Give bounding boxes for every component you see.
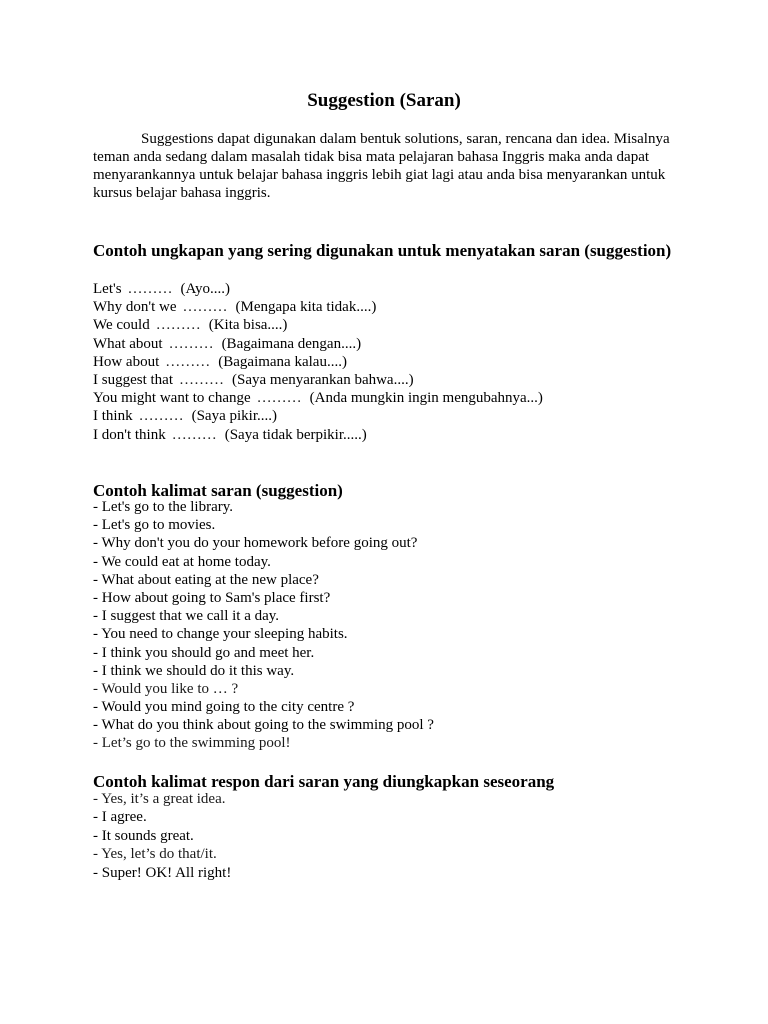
- sentences-list: [93, 498, 713, 753]
- sentences-heading: Contoh kalimat saran (suggestion): [93, 481, 343, 500]
- sentence-item: - What do you think about going to the swimming pool ?: [93, 717, 434, 734]
- sentence-item: - Would you like to … ?: [93, 680, 239, 697]
- expression-item: I think ……… (Saya pikir....): [93, 408, 277, 425]
- responses-list: [93, 790, 713, 882]
- expression-item: I don't think ……… (Saya tidak berpikir.....): [93, 426, 367, 443]
- expression-item: You might want to change ……… (Anda mungkin ingin mengubahnya...): [93, 390, 543, 407]
- sentence-item: - Why don't you do your homework before going out?: [93, 535, 418, 552]
- sentence-item: - I suggest that we call it a day.: [93, 608, 280, 625]
- response-item: - Yes, it’s a great idea.: [93, 791, 226, 807]
- expression-item: Why don't we ……… (Mengapa kita tidak....): [93, 299, 377, 316]
- sentence-item: - How about going to Sam's place first?: [93, 589, 331, 606]
- sentence-item: - What about eating at the new place?: [93, 571, 319, 588]
- expression-item: We could ……… (Kita bisa....): [93, 317, 288, 334]
- sentence-item: - I think we should do it this way.: [93, 662, 295, 679]
- sentence-item: - Let’s go to the swimming pool!: [93, 735, 291, 752]
- sentence-item: - Let's go to the library.: [93, 499, 234, 515]
- sentence-item: - You need to change your sleeping habits.: [93, 626, 348, 643]
- sentence-item: - Let's go to movies.: [93, 517, 216, 534]
- expressions-list: [93, 280, 713, 444]
- expression-item: Let's ……… (Ayo....): [93, 281, 230, 297]
- response-item: - It sounds great.: [93, 827, 194, 844]
- page-title: Suggestion (Saran): [307, 90, 461, 111]
- expression-item: I suggest that ……… (Saya menyarankan bahwa....): [93, 371, 414, 388]
- expressions-heading: Contoh ungkapan yang sering digunakan untuk menyatakan saran (suggestion): [93, 241, 672, 260]
- response-item: - Super! OK! All right!: [93, 864, 232, 881]
- sentence-item: - Would you mind going to the city centre ?: [93, 699, 355, 716]
- sentence-item: - I think you should go and meet her.: [93, 644, 315, 661]
- expression-item: What about ……… (Bagaimana dengan....): [93, 335, 362, 352]
- sentence-item: - We could eat at home today.: [93, 553, 271, 570]
- response-item: - I agree.: [93, 809, 147, 826]
- intro-paragraph: Suggestions dapat digunakan dalam bentuk solutions, saran, rencana dan idea. Misalnya teman anda sedang dalam masalah tidak bisa mata pelajaran bahasa Inggris maka anda dapat menyarankannya untuk belajar bahasa inggris lebih giat lagi atau anda bisa menyarankan untuk kursus belajar bahasa inggris.: [93, 131, 670, 201]
- responses-heading: Contoh kalimat respon dari saran yang diungkapkan seseorang: [93, 772, 555, 791]
- expression-item: How about ……… (Bagaimana kalau....): [93, 353, 347, 370]
- response-item: - Yes, let’s do that/it.: [93, 846, 217, 863]
